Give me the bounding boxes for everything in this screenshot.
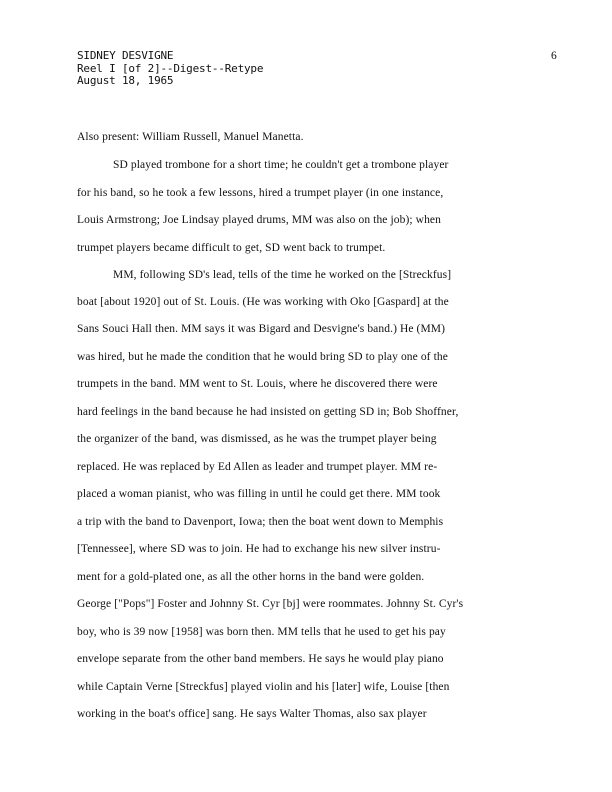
header-subject-name: SIDNEY DESVIGNE <box>77 49 174 62</box>
body-line: replaced. He was replaced by Ed Allen as leader and trumpet player. MM re- <box>77 461 438 473</box>
body-line: trumpets in the band. MM went to St. Louis, where he discovered there were <box>77 378 438 390</box>
body-line: boy, who is 39 now [1958] was born then. MM tells that he used to get his pay <box>77 626 446 638</box>
body-line: a trip with the band to Davenport, Iowa; then the boat went down to Memphis <box>77 516 444 528</box>
body-line: [Tennessee], where SD was to join. He had to exchange his new silver instru- <box>77 543 441 555</box>
body-line: MM, following SD's lead, tells of the time he worked on the [Streckfus] <box>113 269 452 281</box>
body-line: boat [about 1920] out of St. Louis. (He was working with Oko [Gaspard] at the <box>77 296 449 308</box>
also-present-line: Also present: William Russell, Manuel Manetta. <box>77 131 304 143</box>
body-line: ment for a gold-plated one, as all the other horns in the band were golden. <box>77 571 425 583</box>
body-line: trumpet players became difficult to get, SD went back to trumpet. <box>77 242 386 254</box>
body-line: the organizer of the band, was dismissed, as he was the trumpet player being <box>77 433 437 445</box>
body-line: for his band, so he took a few lessons, hired a trumpet player (in one instance, <box>77 187 444 199</box>
header-reel-info: Reel I [of 2]--Digest--Retype <box>77 61 264 75</box>
body-line: placed a woman pianist, who was filling in until he could get there. MM took <box>77 488 441 500</box>
body-line: SD played trombone for a short time; he couldn't get a trombone player <box>113 159 449 171</box>
body-line: Sans Souci Hall then. MM says it was Bigard and Desvigne's band.) He (MM) <box>77 323 446 335</box>
header-date: August 18, 1965 <box>77 74 174 87</box>
body-line: was hired, but he made the condition that he would bring SD to play one of the <box>77 351 448 363</box>
body-line: George ["Pops"] Foster and Johnny St. Cyr [bj] were roommates. Johnny St. Cyr's <box>77 598 464 610</box>
body-line: hard feelings in the band because he had insisted on getting SD in; Bob Shoffner, <box>77 406 459 418</box>
body-line: while Captain Verne [Streckfus] played violin and his [later] wife, Louise [then <box>77 681 450 693</box>
document-header <box>77 50 263 88</box>
body-line: envelope separate from the other band members. He says he would play piano <box>77 653 444 665</box>
body-line: Louis Armstrong; Joe Lindsay played drums, MM was also on the job); when <box>77 214 441 226</box>
body-line: working in the boat's office] sang. He says Walter Thomas, also sax player <box>77 708 427 720</box>
page-number: 6 <box>551 50 557 62</box>
